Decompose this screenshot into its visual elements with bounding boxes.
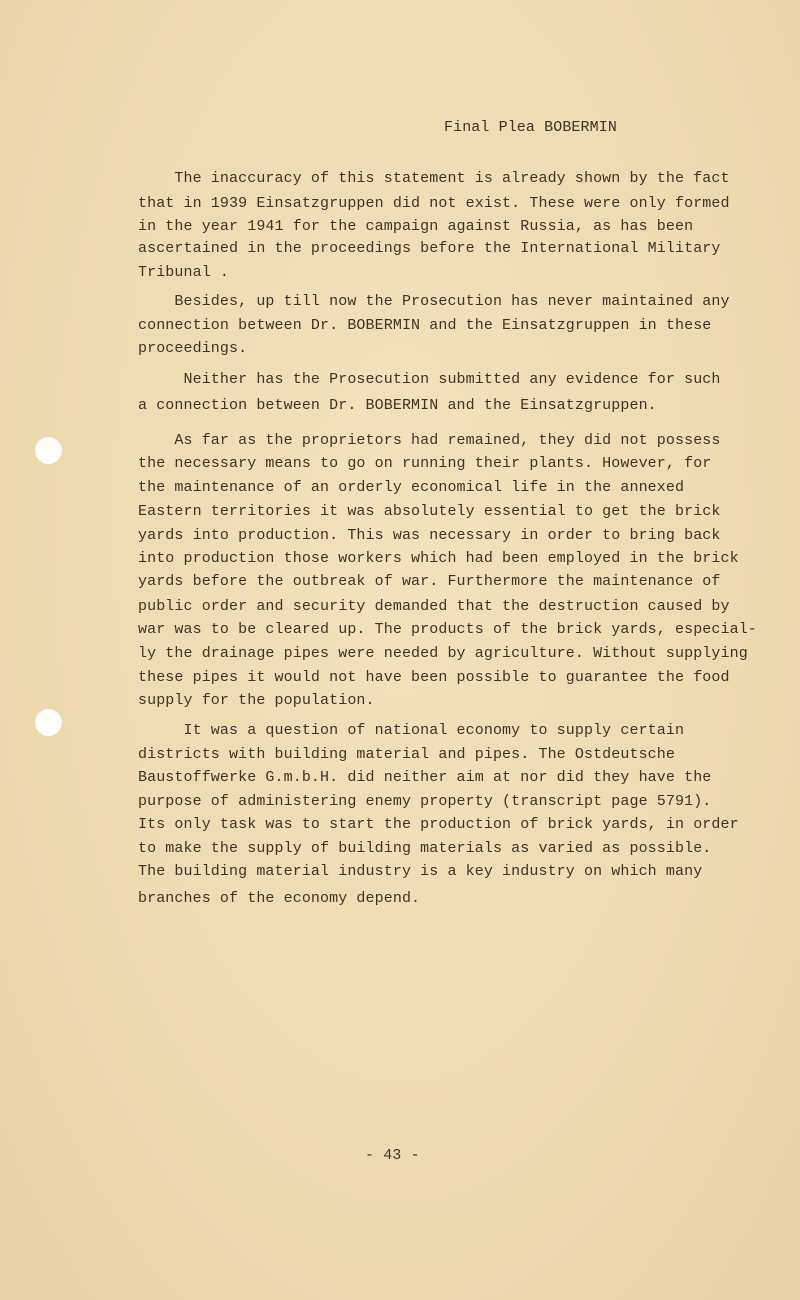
text-line: these pipes it would not have been possible to guarantee the food bbox=[138, 669, 730, 686]
text-line: in the year 1941 for the campaign against Russia, as has been bbox=[138, 218, 694, 235]
text-line: As far as the proprietors had remained, they did not possess bbox=[138, 432, 721, 449]
text-line: the maintenance of an orderly economical life in the annexed bbox=[138, 479, 685, 496]
text-line: to make the supply of building materials as varied as possible. bbox=[138, 840, 712, 857]
text-line: connection between Dr. BOBERMIN and the Einsatzgruppen in these bbox=[138, 317, 712, 334]
page-number: - 43 - bbox=[365, 1147, 420, 1164]
text-line: Tribunal . bbox=[138, 264, 230, 281]
text-line: Neither has the Prosecution submitted any evidence for such bbox=[138, 371, 721, 388]
text-line: The building material industry is a key industry on which many bbox=[138, 863, 703, 880]
text-line: Eastern territories it was absolutely essential to get the brick bbox=[138, 503, 721, 520]
text-line: ascertained in the proceedings before the International Military bbox=[138, 240, 721, 257]
text-line: yards into production. This was necessary in order to bring back bbox=[138, 527, 721, 544]
text-line: supply for the population. bbox=[138, 692, 375, 709]
text-line: war was to be cleared up. The products of the brick yards, especial- bbox=[138, 621, 757, 638]
text-line: purpose of administering enemy property (transcript page 5791). bbox=[138, 793, 712, 810]
text-line: Baustoffwerke G.m.b.H. did neither aim at nor did they have the bbox=[138, 769, 712, 786]
text-line: ly the drainage pipes were needed by agriculture. Without supplying bbox=[138, 645, 748, 662]
text-line: It was a question of national economy to supply certain bbox=[138, 722, 685, 739]
punch-hole bbox=[35, 437, 62, 464]
text-line: districts with building material and pipes. The Ostdeutsche bbox=[138, 746, 675, 763]
text-line: yards before the outbreak of war. Furthermore the maintenance of bbox=[138, 573, 721, 590]
text-line: public order and security demanded that the destruction caused by bbox=[138, 598, 730, 615]
text-line: that in 1939 Einsatzgruppen did not exist. These were only formed bbox=[138, 195, 730, 212]
text-line: The inaccuracy of this statement is already shown by the fact bbox=[138, 170, 730, 187]
text-line: Its only task was to start the production of brick yards, in order bbox=[138, 816, 739, 833]
page-header: Final Plea BOBERMIN bbox=[444, 119, 617, 136]
text-line: the necessary means to go on running their plants. However, for bbox=[138, 455, 712, 472]
text-line: proceedings. bbox=[138, 340, 248, 357]
punch-hole bbox=[35, 709, 62, 736]
text-line: Besides, up till now the Prosecution has never maintained any bbox=[138, 293, 730, 310]
text-line: a connection between Dr. BOBERMIN and the Einsatzgruppen. bbox=[138, 397, 657, 414]
text-line: into production those workers which had been employed in the brick bbox=[138, 550, 739, 567]
text-line: branches of the economy depend. bbox=[138, 890, 421, 907]
